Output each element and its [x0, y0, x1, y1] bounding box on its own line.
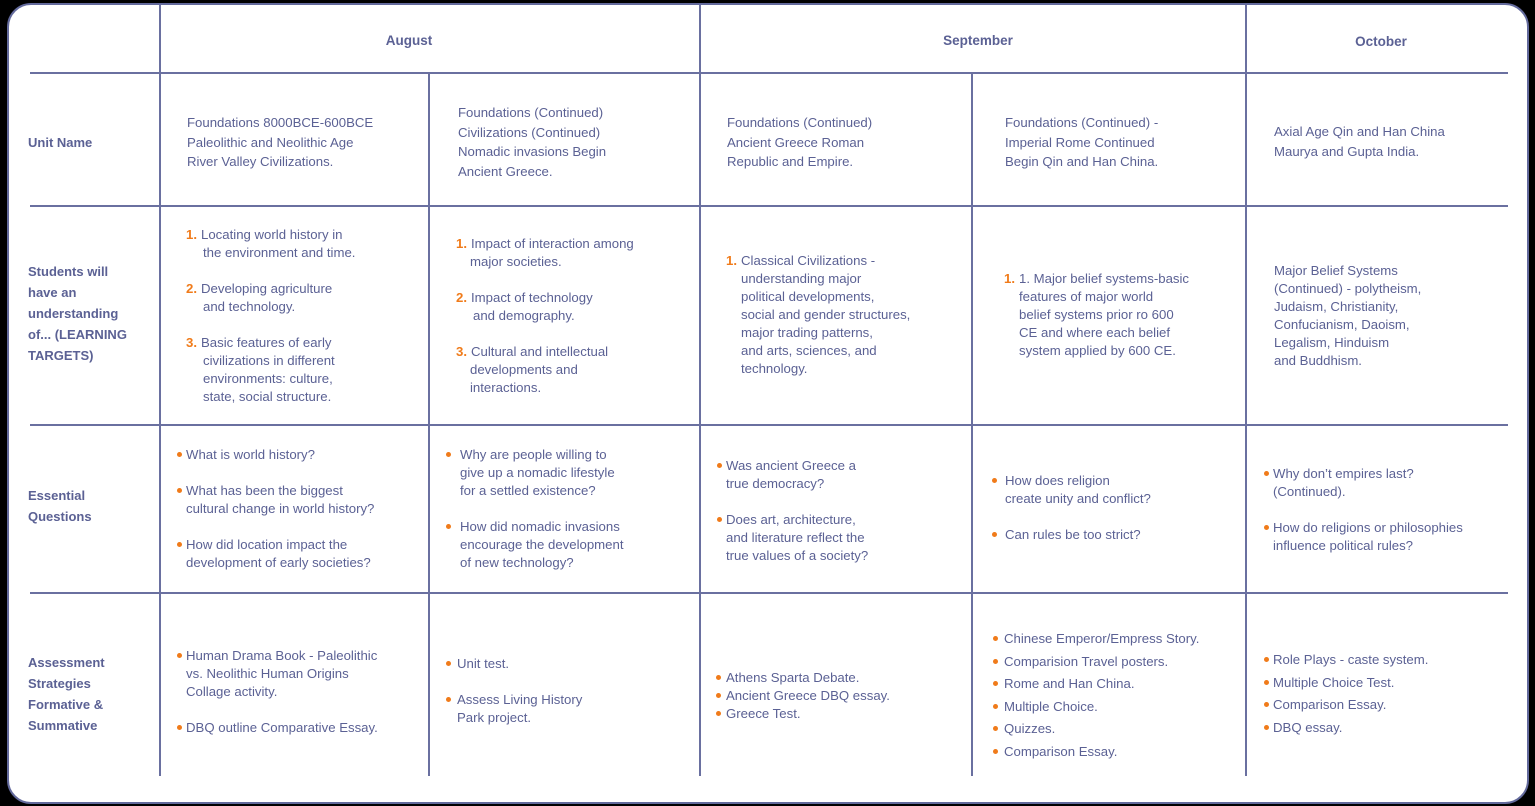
assessment-item — [446, 691, 582, 727]
cell-line: and literature reflect the — [726, 530, 865, 545]
bullet-icon — [716, 675, 721, 680]
row-label-line: Strategies — [28, 676, 91, 691]
assessment-item — [993, 630, 1199, 648]
row-label-line: understanding — [28, 306, 119, 321]
cell-line: How do religions or philosophies — [1273, 520, 1463, 535]
row-label-line: of... (LEARNING — [28, 327, 127, 342]
cell-line: Multiple Choice Test. — [1273, 674, 1395, 690]
cell-line: Greece Test. — [726, 706, 801, 721]
cell-line: major societies. — [470, 254, 562, 269]
learning-targets-cell-1 — [186, 226, 355, 406]
bullet-icon — [1264, 702, 1269, 707]
cell-line: interactions. — [470, 380, 542, 395]
bullet-icon — [1264, 471, 1269, 476]
cell-line: influence political rules? — [1273, 538, 1414, 553]
bullet-icon — [993, 659, 998, 664]
row-label-assessment — [28, 652, 148, 736]
cell-line: Developing agriculture — [201, 281, 333, 296]
cell-line: Park project. — [457, 710, 532, 725]
cell-line: Ancient Greece DBQ essay. — [726, 688, 890, 703]
bullet-icon — [177, 653, 182, 658]
cell-line: Ancient Greece. — [458, 163, 553, 179]
essential-questions-cell-3 — [717, 457, 868, 565]
assessment-item — [993, 720, 1199, 738]
target-number: 1. — [186, 227, 197, 242]
cell-line: and Buddhism. — [1274, 353, 1362, 368]
assessment-item — [993, 743, 1199, 761]
cell-line: state, social structure. — [203, 389, 332, 404]
unit-name-cell-4 — [1005, 113, 1158, 172]
learning-targets-cell-4 — [1004, 270, 1189, 360]
unit-name-cell-1 — [187, 113, 373, 172]
cell-line: Rome and Han China. — [1004, 676, 1135, 691]
cell-line: Axial Age Qin and Han China — [1274, 124, 1445, 139]
essential-questions-cell-1 — [177, 446, 374, 572]
cell-line: Confucianism, Daoism, — [1274, 317, 1410, 332]
row-label-line: Essential — [28, 488, 86, 503]
cell-line: Comparision Travel posters. — [1004, 653, 1169, 669]
cell-line: Maurya and Gupta India. — [1274, 143, 1420, 159]
assessment-item — [993, 653, 1199, 671]
bullet-icon — [992, 478, 997, 483]
question-item — [1264, 519, 1463, 555]
learning-target-item — [456, 343, 634, 397]
cell-line: Cultural and intellectual — [471, 344, 609, 359]
assessment-item — [446, 655, 582, 673]
cell-line: Chinese Emperor/Empress Story. — [1004, 631, 1200, 646]
learning-target-item — [726, 252, 910, 378]
cell-line: Foundations (Continued) — [727, 115, 873, 130]
cell-line: Comparison Essay. — [1004, 743, 1118, 759]
bullet-icon — [1264, 680, 1269, 685]
assessment-cell-5 — [1264, 651, 1428, 737]
cell-line: and arts, sciences, and — [741, 343, 877, 358]
row-label-line: Formative & — [28, 697, 104, 712]
bullet-icon — [717, 463, 722, 468]
row-label-learning-targets — [28, 261, 148, 366]
row-label-unit-name — [28, 132, 148, 153]
bullet-icon — [992, 532, 997, 537]
assessment-item — [716, 669, 890, 687]
row-label-line: TARGETS) — [28, 348, 94, 363]
cell-line: major trading patterns, — [741, 325, 873, 340]
cell-line: of new technology? — [460, 555, 574, 570]
question-item — [177, 482, 374, 518]
bullet-icon — [177, 542, 182, 547]
cell-line: How did nomadic invasions — [460, 519, 620, 534]
bullet-icon — [446, 661, 451, 666]
cell-line: DBQ outline Comparative Essay. — [186, 720, 378, 735]
assessment-item — [716, 687, 890, 705]
grid-vline — [699, 5, 701, 776]
learning-target-item — [456, 289, 634, 325]
assessment-cell-1 — [177, 647, 378, 737]
bullet-icon — [993, 749, 998, 754]
learning-target-item — [186, 334, 355, 406]
cell-line: vs. Neolithic Human Origins — [186, 666, 349, 681]
bullet-icon — [716, 693, 721, 698]
cell-line: development of early societies? — [186, 555, 371, 570]
cell-line: Collage activity. — [186, 684, 278, 699]
cell-line: DBQ essay. — [1273, 719, 1343, 735]
cell-line: Unit test. — [457, 656, 510, 671]
cell-line: Why don’t empires last? — [1273, 466, 1414, 481]
cell-line: and demography. — [473, 308, 575, 323]
cell-line: CE and where each belief — [1019, 325, 1171, 340]
target-number: 1. — [726, 253, 737, 268]
cell-line: true democracy? — [726, 476, 825, 491]
question-item — [992, 526, 1151, 544]
assessment-item — [993, 675, 1199, 693]
cell-line: Comparison Essay. — [1273, 697, 1387, 712]
bullet-icon — [446, 452, 451, 457]
learning-targets-cell-3 — [726, 252, 910, 378]
month-header-september: September — [943, 33, 1013, 48]
cell-line: the environment and time. — [203, 245, 356, 260]
row-label-line: Assessment — [28, 655, 105, 670]
row-label-line: have an — [28, 285, 77, 300]
cell-line: Foundations (Continued) — [458, 105, 604, 120]
question-item — [446, 518, 624, 572]
essential-questions-cell-2 — [446, 446, 624, 572]
grid-vline — [159, 5, 161, 776]
cell-line: Imperial Rome Continued — [1005, 134, 1155, 150]
cell-line: Major Belief Systems — [1274, 263, 1398, 278]
grid-hline — [30, 72, 1508, 74]
essential-questions-cell-4 — [992, 472, 1151, 544]
cell-line: create unity and conflict? — [1005, 491, 1151, 506]
question-item — [177, 536, 374, 572]
learning-target-item — [186, 280, 355, 316]
cell-line: Foundations 8000BCE-600BCE — [187, 115, 374, 130]
cell-line: How did location impact the — [186, 537, 348, 552]
cell-line: civilizations in different — [203, 353, 335, 368]
cell-line: belief systems prior ro 600 — [1019, 307, 1174, 322]
cell-line: developments and — [470, 362, 578, 377]
cell-line: system applied by 600 CE. — [1019, 343, 1176, 358]
cell-line: Can rules be too strict? — [1005, 527, 1141, 542]
target-number: 1. — [456, 236, 467, 251]
cell-line: Locating world history in — [201, 227, 343, 242]
cell-line: for a settled existence? — [460, 483, 596, 498]
unit-name-cell-2 — [458, 103, 606, 181]
grid-hline — [30, 424, 1508, 426]
cell-line: Begin Qin and Han China. — [1005, 154, 1159, 169]
assessment-item — [177, 647, 378, 701]
cell-line: Basic features of early — [201, 335, 332, 350]
cell-line: (Continued) - polytheism, — [1274, 281, 1422, 296]
learning-targets-cell-5 — [1274, 262, 1421, 370]
question-item — [717, 511, 868, 565]
row-label-line: Questions — [28, 509, 92, 524]
cell-line: features of major world — [1019, 289, 1154, 304]
row-label-line: Summative — [28, 718, 98, 733]
grid-hline — [30, 205, 1508, 207]
bullet-icon — [717, 517, 722, 522]
cell-line: Multiple Choice. — [1004, 698, 1098, 714]
learning-targets-cell-2 — [456, 235, 634, 397]
cell-line: give up a nomadic lifestyle — [460, 465, 615, 480]
question-item — [992, 472, 1151, 508]
bullet-icon — [993, 636, 998, 641]
month-header-october: October — [1355, 34, 1407, 49]
cell-line: Ancient Greece Roman — [727, 134, 865, 150]
cell-line: How does religion — [1005, 473, 1110, 488]
bullet-icon — [993, 704, 998, 709]
cell-line: and technology. — [203, 299, 296, 314]
cell-line: Athens Sparta Debate. — [726, 670, 860, 685]
cell-line: encourage the development — [460, 537, 624, 552]
bullet-icon — [993, 726, 998, 731]
cell-line: What has been the biggest — [186, 483, 343, 498]
question-item — [446, 446, 624, 500]
target-number: 1. — [1004, 271, 1015, 286]
cell-line: Classical Civilizations - — [741, 253, 876, 268]
bullet-icon — [1264, 525, 1269, 530]
bullet-icon — [177, 452, 182, 457]
assessment-item — [993, 698, 1199, 716]
unit-name-cell-3 — [727, 113, 872, 172]
learning-target-item — [1004, 270, 1189, 360]
cell-line: political developments, — [741, 289, 875, 304]
assessment-item — [1264, 696, 1428, 714]
cell-line: River Valley Civilizations. — [187, 154, 334, 169]
question-item — [1264, 465, 1463, 501]
cell-line: Impact of technology — [471, 290, 593, 305]
cell-line: cultural change in world history? — [186, 501, 375, 516]
question-item — [717, 457, 868, 493]
bullet-icon — [177, 488, 182, 493]
cell-line: Role Plays - caste system. — [1273, 652, 1429, 667]
cell-line: Does art, architecture, — [726, 512, 856, 527]
cell-line: environments: culture, — [203, 371, 333, 386]
target-number: 2. — [456, 290, 467, 305]
target-number: 3. — [186, 335, 197, 350]
cell-line: Foundations (Continued) - — [1005, 115, 1159, 130]
grid-hline — [30, 592, 1508, 594]
cell-line: Nomadic invasions Begin — [458, 144, 607, 159]
bullet-icon — [446, 697, 451, 702]
assessment-item — [177, 719, 378, 737]
assessment-item — [1264, 674, 1428, 692]
cell-line: Judaism, Christianity, — [1274, 299, 1399, 314]
row-label-line: Students will — [28, 264, 109, 279]
bullet-icon — [1264, 657, 1269, 662]
cell-line: Paleolithic and Neolithic Age — [187, 134, 354, 150]
assessment-item — [1264, 651, 1428, 669]
learning-target-item — [186, 226, 355, 262]
cell-line: (Continued). — [1273, 484, 1346, 499]
cell-line: What is world history? — [186, 447, 315, 462]
cell-line: Assess Living History — [457, 692, 583, 707]
grid-vline — [1245, 5, 1247, 776]
assessment-item — [1264, 719, 1428, 737]
bullet-icon — [993, 681, 998, 686]
cell-line: technology. — [741, 361, 808, 376]
assessment-cell-4 — [993, 630, 1199, 761]
target-number: 2. — [186, 281, 197, 296]
assessment-item — [716, 705, 890, 723]
cell-line: 1. Major belief systems-basic — [1019, 271, 1190, 286]
question-item — [177, 446, 374, 464]
learning-target-item — [456, 235, 634, 271]
cell-line: Human Drama Book - Paleolithic — [186, 648, 378, 663]
cell-line: Why are people willing to — [460, 447, 607, 462]
essential-questions-cell-5 — [1264, 465, 1463, 555]
cell-line: social and gender structures, — [741, 307, 911, 322]
cell-line: true values of a society? — [726, 548, 869, 563]
cell-line: Republic and Empire. — [727, 154, 854, 169]
assessment-cell-3 — [716, 669, 890, 723]
unit-name-cell-5 — [1274, 122, 1445, 161]
row-label-essential-questions — [28, 485, 148, 527]
cell-line: Was ancient Greece a — [726, 458, 856, 473]
target-number: 3. — [456, 344, 467, 359]
row-label-text: Unit Name — [28, 135, 93, 150]
cell-line: Legalism, Hinduism — [1274, 335, 1390, 350]
bullet-icon — [716, 711, 721, 716]
cell-line: Civilizations (Continued) — [458, 124, 601, 140]
cell-line: Quizzes. — [1004, 721, 1056, 736]
bullet-icon — [177, 725, 182, 730]
cell-line: Impact of interaction among — [471, 236, 634, 251]
month-header-august: August — [385, 33, 433, 48]
assessment-cell-2 — [446, 655, 582, 727]
bullet-icon — [446, 524, 451, 529]
bullet-icon — [1264, 725, 1269, 730]
cell-line: understanding major — [741, 271, 862, 286]
